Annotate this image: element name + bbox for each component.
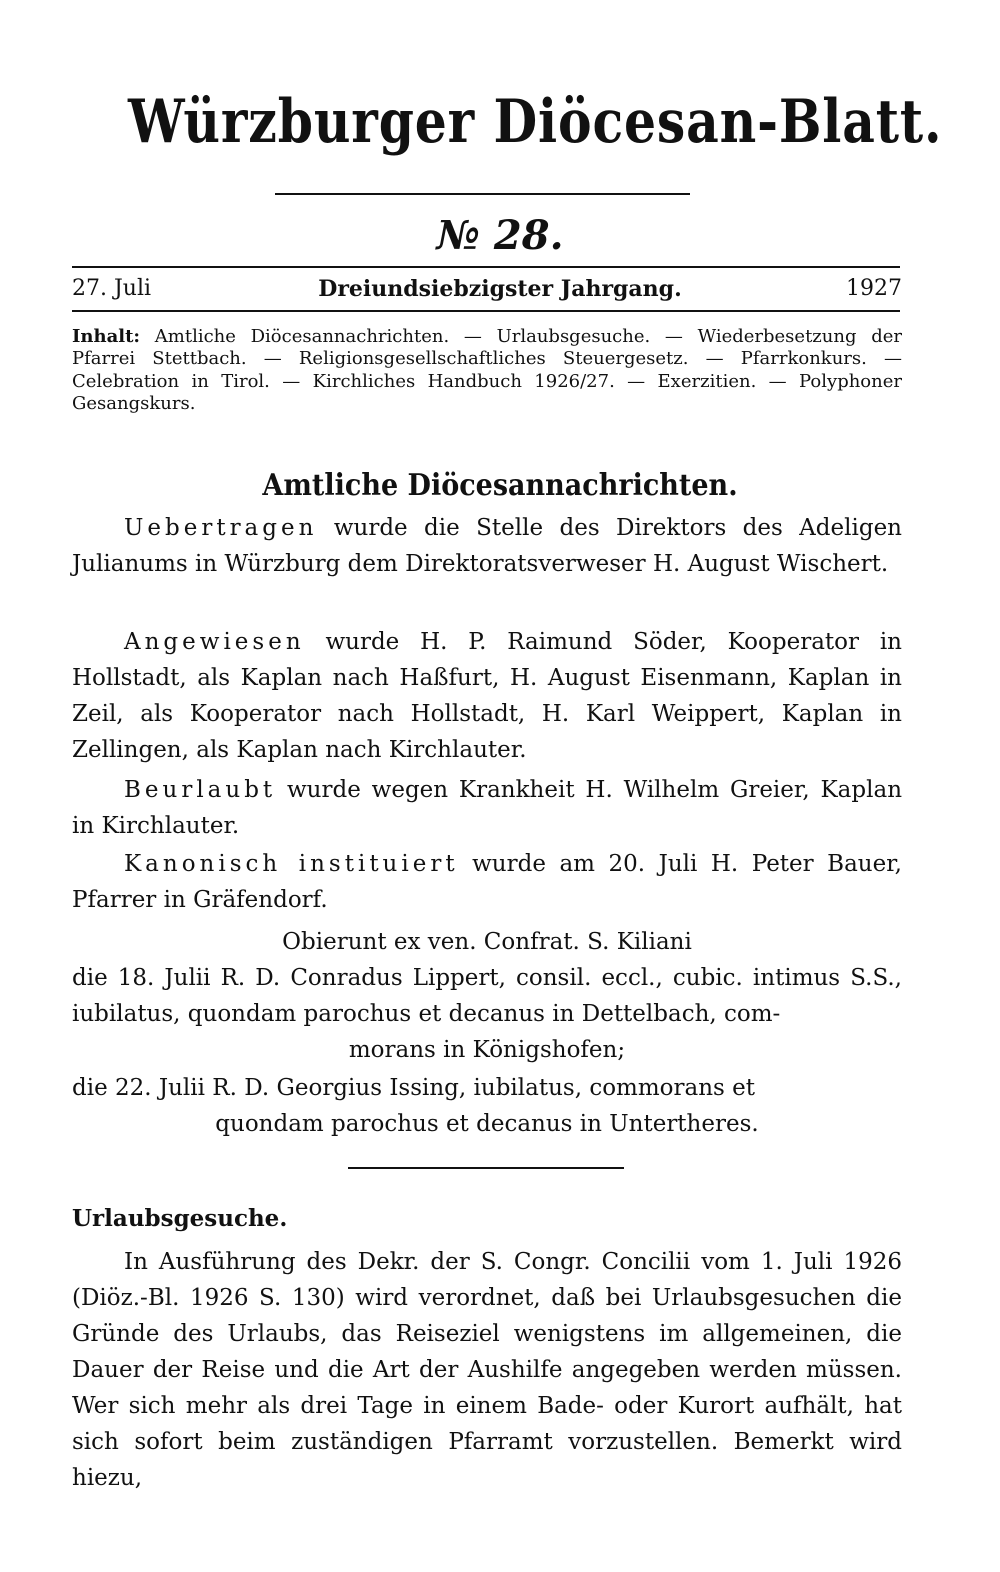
paragraph-leave xyxy=(72,772,902,844)
paragraph-lead: Angewiesen xyxy=(124,629,305,655)
obituary-entry-1: die 18. Julii R. D. Conradus Lippert, consil. eccl., cubic. intimus S.S., iubilatus, quondam parochus et decanus in Dettelbach, com- xyxy=(72,965,902,1027)
obituary-entry-2: die 22. Julii R. D. Georgius Issing, iubilatus, commorans et xyxy=(72,1075,756,1101)
paragraph-installation xyxy=(72,846,902,918)
obituary-entry-2-end: quondam parochus et decanus in Untertheres. xyxy=(215,1111,759,1137)
paragraph-transfer xyxy=(72,510,902,582)
section-title-leave-requests: Urlaubsgesuche. xyxy=(72,1205,288,1232)
paragraph-lead: Uebertragen xyxy=(124,515,318,541)
masthead-title: Würzburger Diöcesan-Blatt. xyxy=(128,87,943,157)
title-rule xyxy=(275,193,690,195)
section-divider xyxy=(348,1167,624,1169)
issue-date: 27. Juli xyxy=(72,276,152,301)
paragraph-text: wurde H. P. Raimund Söder, Kooperator in Hollstadt, als Kaplan nach Haßfurt, H. August Eisenmann, Kaplan in Zeil, als Kooperator nach Hollstadt, H. Karl Weippert, Kaplan in Zellingen, als Kaplan nach Kirchlauter. xyxy=(72,629,902,763)
paragraph-lead: Kanonisch instituiert xyxy=(124,851,459,877)
paragraph-assignments xyxy=(72,624,902,768)
dateline-bottom-rule xyxy=(72,310,900,312)
section-title-official-news: Amtliche Diöcesannachrichten. xyxy=(262,468,738,503)
issue-year: 1927 xyxy=(846,276,902,301)
obituary-heading: Obierunt ex ven. Confrat. S. Kiliani xyxy=(282,929,692,955)
dateline-top-rule xyxy=(72,266,900,268)
paragraph-lead: Beurlaubt xyxy=(124,777,277,803)
paragraph-leave-requests: In Ausführung des Dekr. der S. Congr. Concilii vom 1. Juli 1926 (Diöz.-Bl. 1926 S. 130) wird verordnet, daß bei Urlaubsgesuchen die Gründe des Urlaubs, das Reiseziel wenigstens im allgemeinen, die Dauer der Reise und die Art der Aushilfe angegeben werden müssen. Wer sich mehr als drei Tage in einem Bade- oder Kurort aufhält, hat sich sofort beim zuständigen Pfarramt vorzustellen. Bemerkt wird hiezu, xyxy=(72,1249,902,1491)
paragraph-text: wurde am 20. Juli H. Peter Bauer, Pfarrer in Gräfendorf. xyxy=(72,851,902,913)
paragraph-text: wurde die Stelle des Direktors des Adeligen Julianums in Würzburg dem Direktoratsverweser H. August Wischert. xyxy=(72,515,902,577)
paragraph-text: wurde wegen Krankheit H. Wilhelm Greier, Kaplan in Kirchlauter. xyxy=(72,777,903,839)
contents-text: Amtliche Diöcesannachrichten. — Urlaubsgesuche. — Wiederbesetzung der Pfarrei Stettbach. — Religionsgesellschaftliches Steuergesetz. — Pfarrkonkurs. — Celebration in Tirol. — Kirchliches Handbuch 1926/27. — Exerzitien. — Polyphoner Gesangskurs. xyxy=(72,326,902,415)
contents-label: Inhalt: xyxy=(72,326,141,347)
issue-number: № 28. xyxy=(436,212,564,259)
table-of-contents xyxy=(72,326,902,416)
volume-label: Dreiundsiebzigster Jahrgang. xyxy=(318,276,682,302)
obituary-entry-1-end: morans in Königshofen; xyxy=(348,1037,626,1063)
